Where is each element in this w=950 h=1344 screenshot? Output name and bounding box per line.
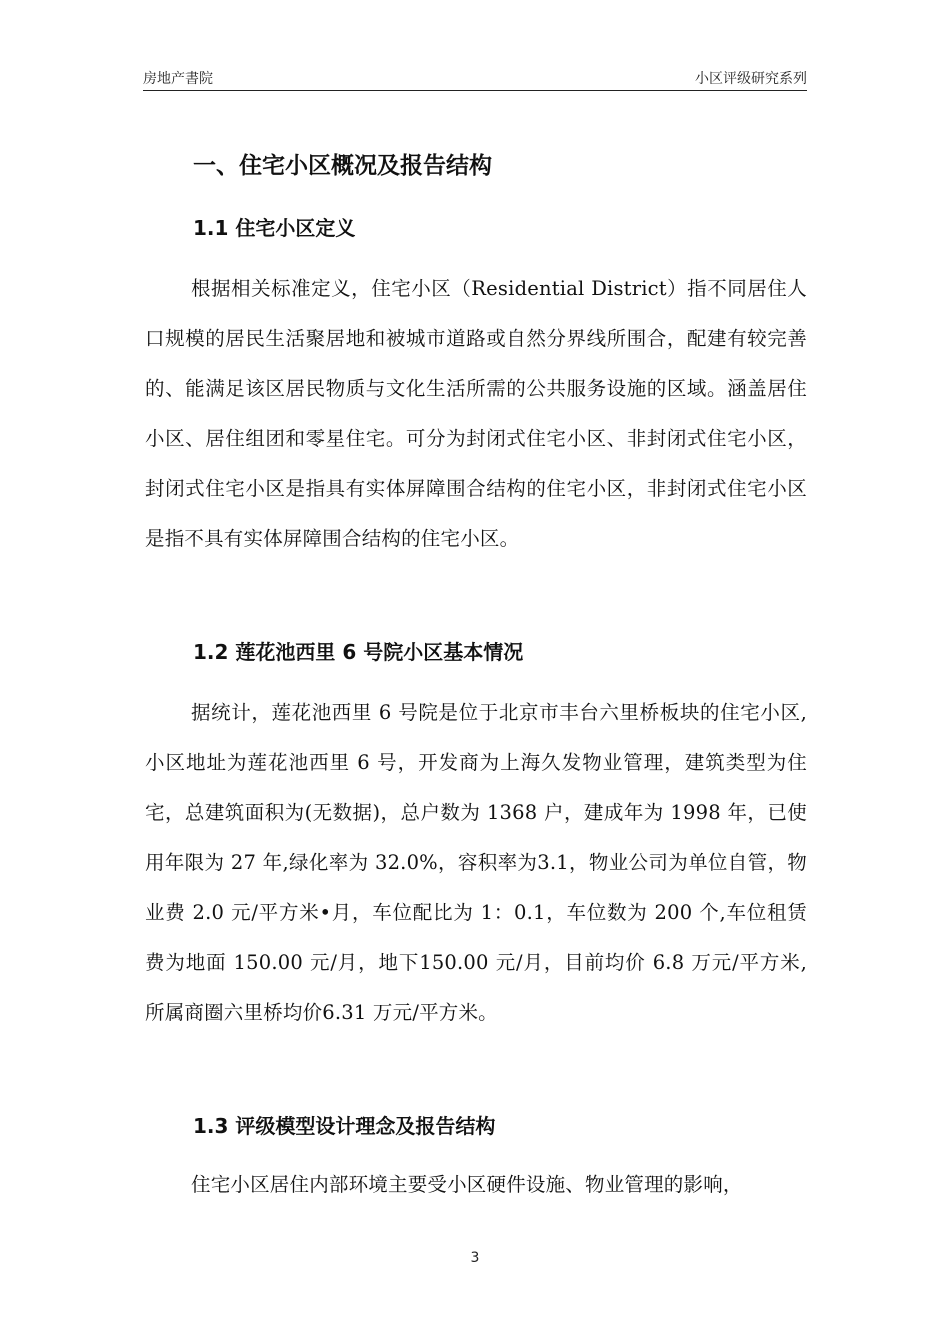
section-1-2-title: 1.2 莲花池西里 6 号院小区基本情况 [193, 640, 524, 664]
chapter-title: 一、住宅小区概况及报告结构 [193, 153, 492, 179]
section-1-2-body: 据统计，莲花池西里 6 号院是位于北京市丰台六里桥板块的住宅小区,小区地址为莲花池西里 6 号，开发商为上海久发物业管理，建筑类型为住宅，总建筑面积为(无数据)，总户数为 1368 户，建成年为 1998 年，已使用年限为 27 年,绿化率为 32.0%，容积率为3.1，物业公司为单位自管，物业费 2.0 元/平方米•月，车位配比为 1：0.1，车位数为 200 个,车位租赁费为地面 150.00 元/月，地下150.00 元/月，目前均价 6.8 万元/平方米,所属商圈六里桥均价6.31 万元/平方米。 [145, 701, 807, 1024]
section-1-1-title: 1.1 住宅小区定义 [193, 216, 356, 240]
header-right-title: 小区评级研究系列 [695, 71, 807, 87]
header-left-title: 房地产書院 [143, 71, 213, 87]
page-header [143, 66, 807, 91]
page-number: 3 [470, 1250, 480, 1266]
section-1-3-body: 住宅小区居住内部环境主要受小区硬件设施、物业管理的影响， [191, 1173, 743, 1196]
section-1-3-title: 1.3 评级模型设计理念及报告结构 [193, 1114, 496, 1138]
section-1-1-body: 根据相关标准定义，住宅小区（Residential District）指不同居住人口规模的居民生活聚居地和被城市道路或自然分界线所围合，配建有较完善的、能满足该区居民物质与文化生活所需的公共服务设施的区域。涵盖居住小区、居住组团和零星住宅。可分为封闭式住宅小区、非封闭式住宅小区，封闭式住宅小区是指具有实体屏障围合结构的住宅小区，非封闭式住宅小区是指不具有实体屏障围合结构的住宅小区。 [145, 277, 807, 550]
